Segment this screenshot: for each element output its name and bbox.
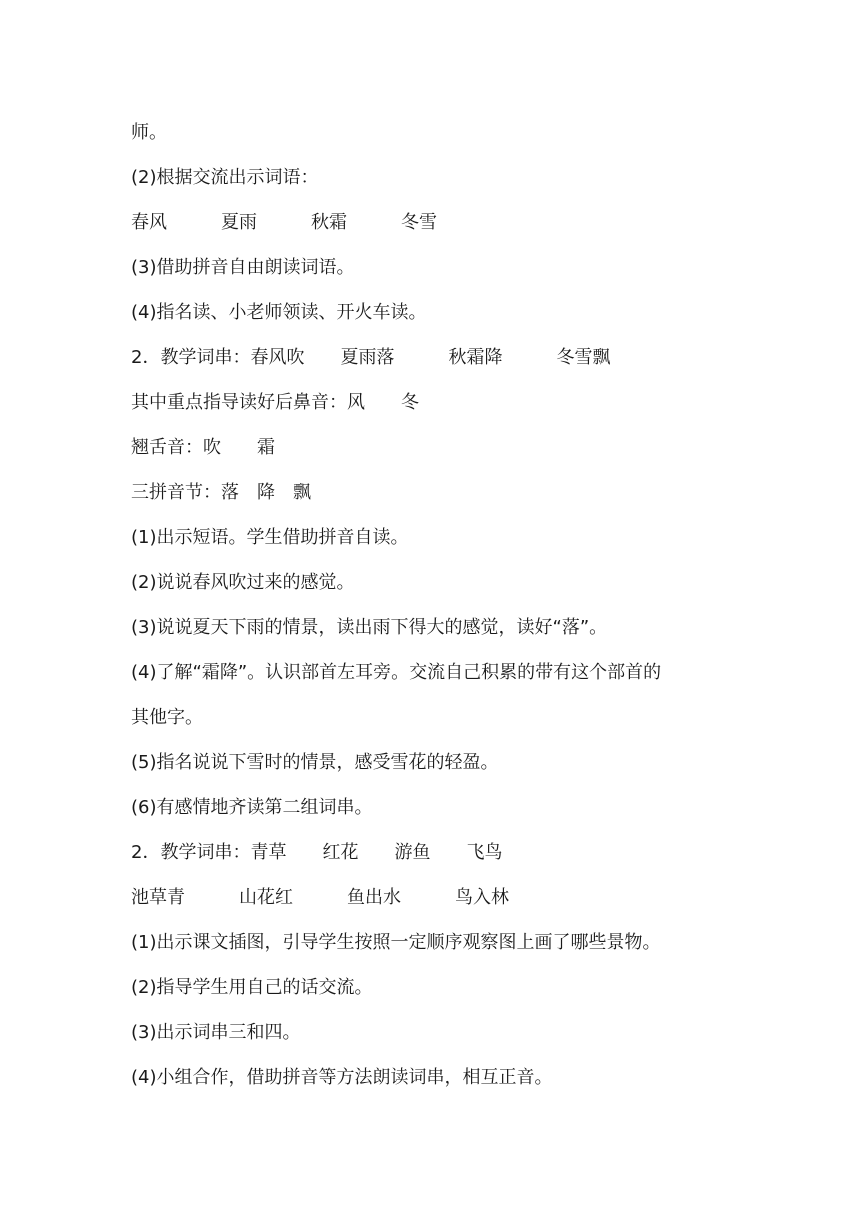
- text-line: (5)指名说说下雪时的情景，感受雪花的轻盈。: [131, 752, 499, 773]
- text-line: (4)小组合作，借助拼音等方法朗读词串，相互正音。: [131, 1067, 553, 1088]
- text-line: (3)出示词串三和四。: [131, 1022, 301, 1043]
- text-line: (1)出示课文插图，引导学生按照一定顺序观察图上画了哪些景物。: [131, 932, 661, 953]
- text-line: (3)借助拼音自由朗读词语。: [131, 257, 355, 278]
- text-line: 春风 夏雨 秋霜 冬雪: [131, 212, 437, 233]
- text-line: (2)说说春风吹过来的感觉。: [131, 572, 355, 593]
- text-line: 2．教学词串：青草 红花 游鱼 飞鸟: [131, 842, 503, 863]
- text-line: 师。: [131, 122, 167, 143]
- text-line: (1)出示短语。学生借助拼音自读。: [131, 527, 409, 548]
- text-line: 其他字。: [131, 707, 203, 728]
- text-line: (4)指名读、小老师领读、开火车读。: [131, 302, 427, 323]
- text-line: (6)有感情地齐读第二组词串。: [131, 797, 373, 818]
- text-line: 其中重点指导读好后鼻音：风 冬: [131, 392, 419, 413]
- text-line: 2．教学词串：春风吹 夏雨落 秋霜降 冬雪飘: [131, 347, 611, 368]
- text-line: (3)说说夏天下雨的情景，读出雨下得大的感觉，读好“落”。: [131, 617, 608, 638]
- document-page: [131, 110, 751, 1100]
- text-line: (2)指导学生用自己的话交流。: [131, 977, 373, 998]
- text-line: (4)了解“霜降”。认识部首左耳旁。交流自己积累的带有这个部首的: [131, 662, 662, 683]
- text-line: 池草青 山花红 鱼出水 鸟入林: [131, 887, 509, 908]
- text-line: (2)根据交流出示词语：: [131, 167, 319, 188]
- text-line: 三拼音节：落 降 飘: [131, 482, 311, 503]
- text-line: 翘舌音：吹 霜: [131, 437, 275, 458]
